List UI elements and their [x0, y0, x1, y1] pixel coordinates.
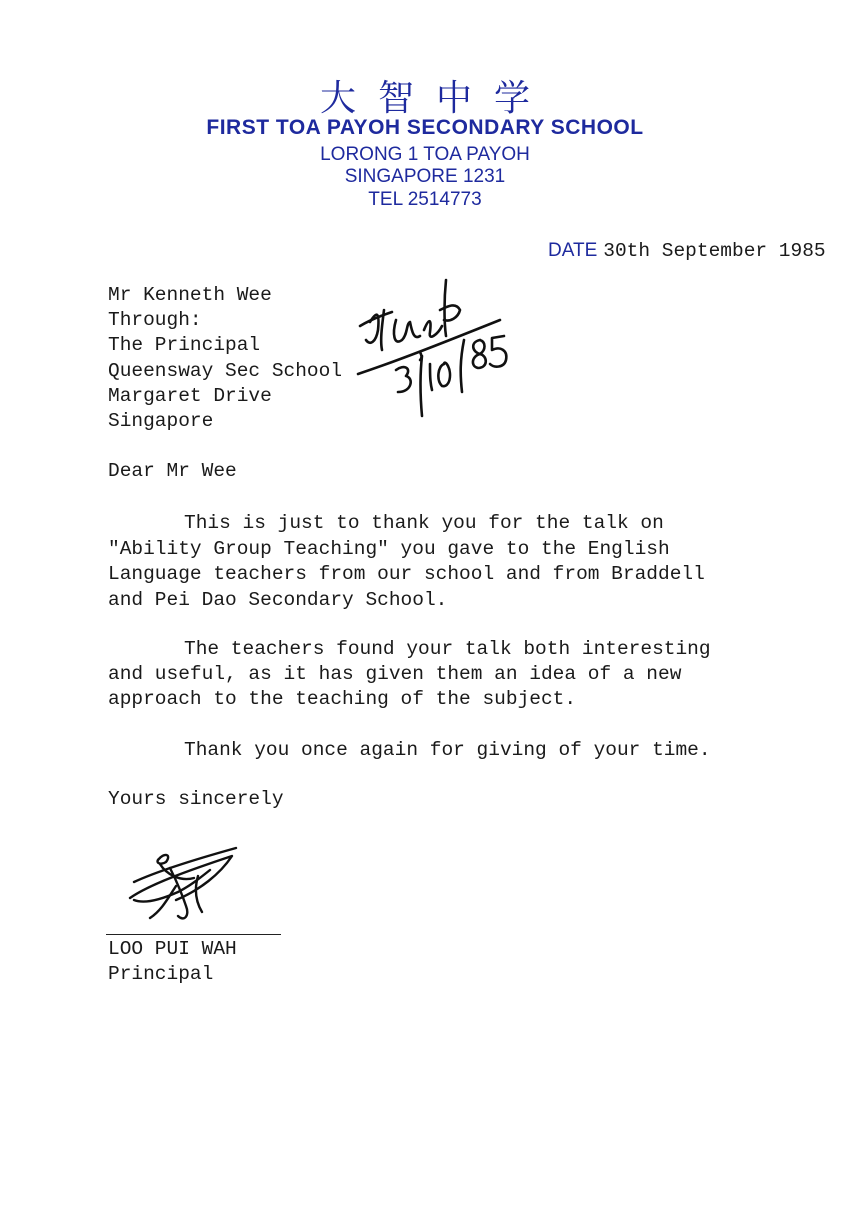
paragraph-line: and Pei Dao Secondary School.	[108, 589, 448, 611]
signature	[120, 840, 250, 930]
school-name: FIRST TOA PAYOH SECONDARY SCHOOL	[206, 116, 644, 139]
paragraph-line: Language teachers from our school and from Braddell	[108, 563, 705, 585]
paragraph-line: "Ability Group Teaching" you gave to the English	[108, 538, 670, 560]
date-label: DATE	[548, 240, 598, 261]
handwritten-annotation	[340, 270, 520, 420]
recipient-line: Queensway Sec School	[108, 360, 343, 382]
school-address-line2: SINGAPORE 1231	[344, 166, 506, 187]
signatory-name: LOO PUI WAH	[108, 938, 237, 960]
school-telephone: TEL 2514773	[368, 189, 482, 210]
date-row	[548, 240, 826, 262]
recipient-line: Margaret Drive	[108, 385, 272, 407]
paragraph-line: The teachers found your talk both interesting	[184, 638, 711, 660]
recipient-line: Singapore	[108, 410, 214, 432]
recipient-line: Mr Kenneth Wee	[108, 284, 272, 306]
paragraph-line: approach to the teaching of the subject.	[108, 688, 577, 710]
paragraph-line: This is just to thank you for the talk on	[184, 512, 664, 534]
school-address-line1: LORONG 1 TOA PAYOH	[320, 144, 530, 165]
paragraph-line: and useful, as it has given them an idea of a new	[108, 663, 682, 685]
signatory-title: Principal	[108, 963, 214, 985]
closing: Yours sincerely	[108, 788, 284, 810]
paragraph-line: Thank you once again for giving of your time.	[184, 739, 711, 761]
salutation: Dear Mr Wee	[108, 460, 237, 482]
date-value: 30th September 1985	[603, 240, 826, 262]
recipient-line: Through:	[108, 309, 202, 331]
school-chinese-name: 大智中学	[319, 78, 552, 119]
recipient-line: The Principal	[108, 334, 261, 356]
signature-line	[106, 934, 281, 935]
